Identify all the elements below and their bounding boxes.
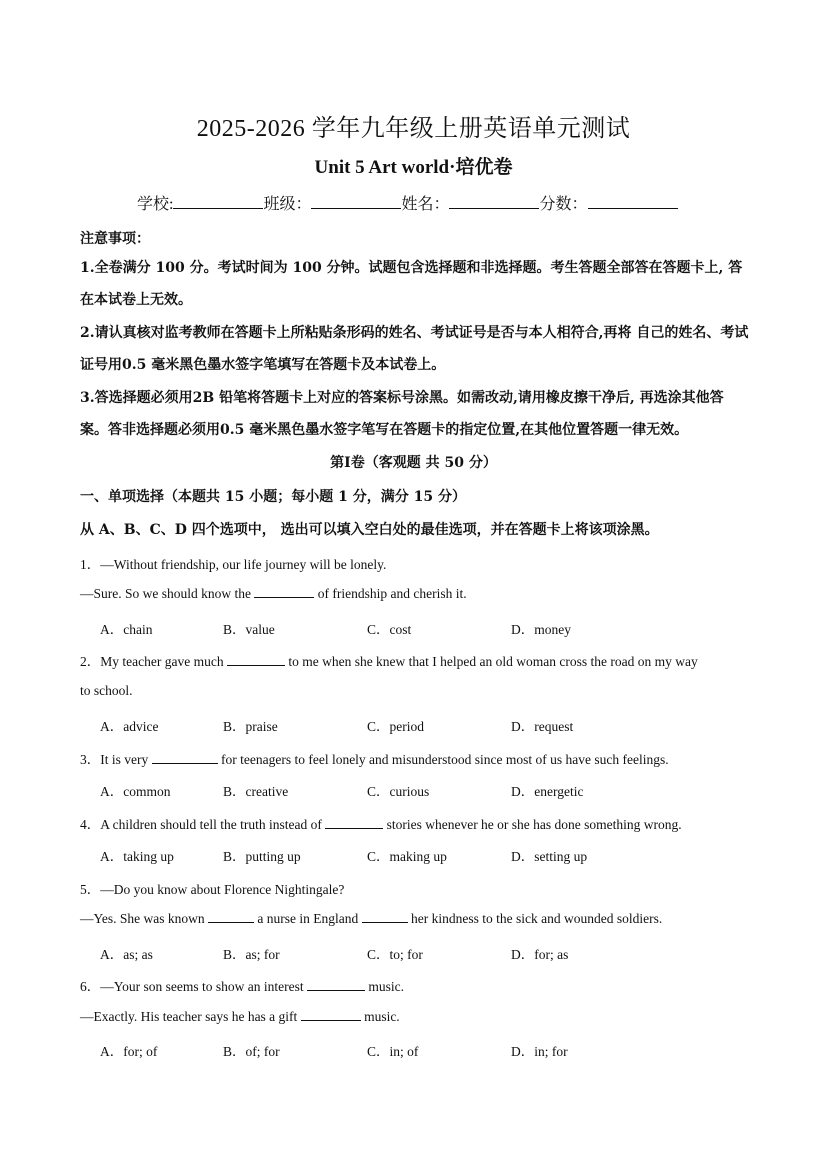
question-6-line-2 (80, 1008, 400, 1025)
question-text: to school. (80, 683, 133, 698)
answer-blank (227, 653, 285, 666)
question-text: a nurse in England (254, 911, 362, 926)
question-6-option-a: A．for; of (100, 1044, 158, 1059)
question-2-option-b: B．praise (223, 719, 278, 734)
question-3-option-b: B．creative (223, 784, 289, 799)
question-5-option-c: C．to; for (367, 947, 423, 962)
class-blank (311, 194, 401, 209)
question-text: 5．—Do you know about Florence Nightingale? (80, 882, 345, 897)
notes-heading: 注意事项： (80, 231, 150, 247)
answer-blank (362, 910, 408, 923)
answer-blank (254, 585, 314, 598)
question-text: music. (365, 979, 404, 994)
name-blank (449, 194, 539, 209)
question-text: to me when she knew that I helped an old woman cross the road on my way (284, 654, 698, 669)
question-6-option-d: D．in; for (511, 1044, 568, 1059)
question-4-option-a: A．taking up (100, 849, 174, 864)
question-1-line-1 (80, 553, 386, 573)
note-item-2: 2.请认真核对监考教师在答题卡上所粘贴条形码的姓名、考试证号是否与本人相符合,再将 自己的姓名、考试证号用0.5 毫米黑色墨水签字笔填写在答题卡及本试卷上。 (80, 325, 749, 373)
question-text: —Yes. She was known (80, 911, 209, 926)
question-2-option-d: D．request (511, 719, 574, 734)
part-instruction: 从 A、B、C、D 四个选项中， 选出可以填入空白处的最佳选项，并在答题卡上将该项涂黑。 (80, 522, 659, 538)
question-2-line-1 (80, 650, 698, 670)
question-4-option-b: B．putting up (223, 849, 301, 864)
name-label: 姓名： (401, 196, 450, 213)
question-5-option-b: B．as; for (223, 947, 280, 962)
school-label: 学校: (137, 196, 174, 213)
question-1-line-2 (80, 585, 467, 602)
exam-subtitle: Unit 5 Art world·培优卷 (314, 157, 513, 178)
question-2-option-c: C．period (367, 719, 424, 734)
answer-blank (307, 978, 365, 991)
question-4-option-d: D．setting up (511, 849, 588, 864)
question-2-option-a: A．advice (100, 719, 159, 734)
question-3-option-a: A．common (100, 784, 171, 799)
question-text: —Exactly. His teacher says he has a gift (80, 1009, 301, 1024)
question-1-option-c: C．cost (367, 622, 412, 637)
score-blank (588, 194, 678, 209)
question-text: her kindness to the sick and wounded soldiers. (407, 911, 663, 926)
school-blank (173, 194, 263, 209)
student-info-row (137, 191, 737, 214)
question-text: 3．It is very (80, 752, 152, 767)
question-6-line-1 (80, 975, 404, 995)
question-5-line-1 (80, 878, 344, 898)
section-heading: 第Ⅰ卷（客观题 共 50 分） (330, 455, 497, 471)
question-1-option-a: A．chain (100, 622, 153, 637)
question-text: for teenagers to feel lonely and misunderstood since most of us have such feelings. (217, 752, 669, 767)
question-6-option-c: C．in; of (367, 1044, 419, 1059)
answer-blank (301, 1008, 361, 1021)
question-3-line-1 (80, 748, 669, 768)
question-6-option-b: B．of; for (223, 1044, 280, 1059)
answer-blank (325, 816, 383, 829)
question-text: 1．—Without friendship, our life journey will be lonely. (80, 557, 387, 572)
question-text: 2．My teacher gave much (80, 654, 227, 669)
question-4-line-1 (80, 813, 682, 833)
exam-title: 2025-2026 学年九年级上册英语单元测试 (196, 116, 631, 142)
question-5-option-d: D．for; as (511, 947, 569, 962)
answer-blank (208, 910, 254, 923)
question-1-option-b: B．value (223, 622, 275, 637)
question-5-line-2 (80, 910, 662, 927)
question-text: 6．—Your son seems to show an interest (80, 979, 307, 994)
answer-blank (152, 751, 218, 764)
note-item-1: 1.全卷满分 100 分。考试时间为 100 分钟。试题包含选择题和非选择题。考生答题全部答在答题卡上, 答在本试卷上无效。 (80, 260, 743, 308)
question-text: 4．A children should tell the truth instead of (80, 817, 326, 832)
part-heading: 一、单项选择（本题共 15 小题；每小题 1 分，满分 15 分） (80, 489, 466, 505)
question-2-line-2 (80, 683, 133, 699)
note-item-3: 3.答选择题必须用2B 铅笔将答题卡上对应的答案标号涂黑。如需改动,请用橡皮擦干净后, 再选涂其他答案。答非选择题必须用0.5 毫米黑色墨水签字笔写在答题卡的指定位置,在其他位置答题一律无效。 (80, 390, 724, 438)
question-3-option-c: C．curious (367, 784, 430, 799)
question-3-option-d: D．energetic (511, 784, 584, 799)
question-5-option-a: A．as; as (100, 947, 153, 962)
question-text: —Sure. So we should know the (80, 586, 255, 601)
class-label: 班级： (263, 196, 312, 213)
score-label: 分数： (539, 196, 588, 213)
question-text: music. (360, 1009, 400, 1024)
question-text: of friendship and cherish it. (314, 586, 467, 601)
question-1-option-d: D．money (511, 622, 571, 637)
question-4-option-c: C．making up (367, 849, 447, 864)
question-text: stories whenever he or she has done something wrong. (383, 817, 682, 832)
